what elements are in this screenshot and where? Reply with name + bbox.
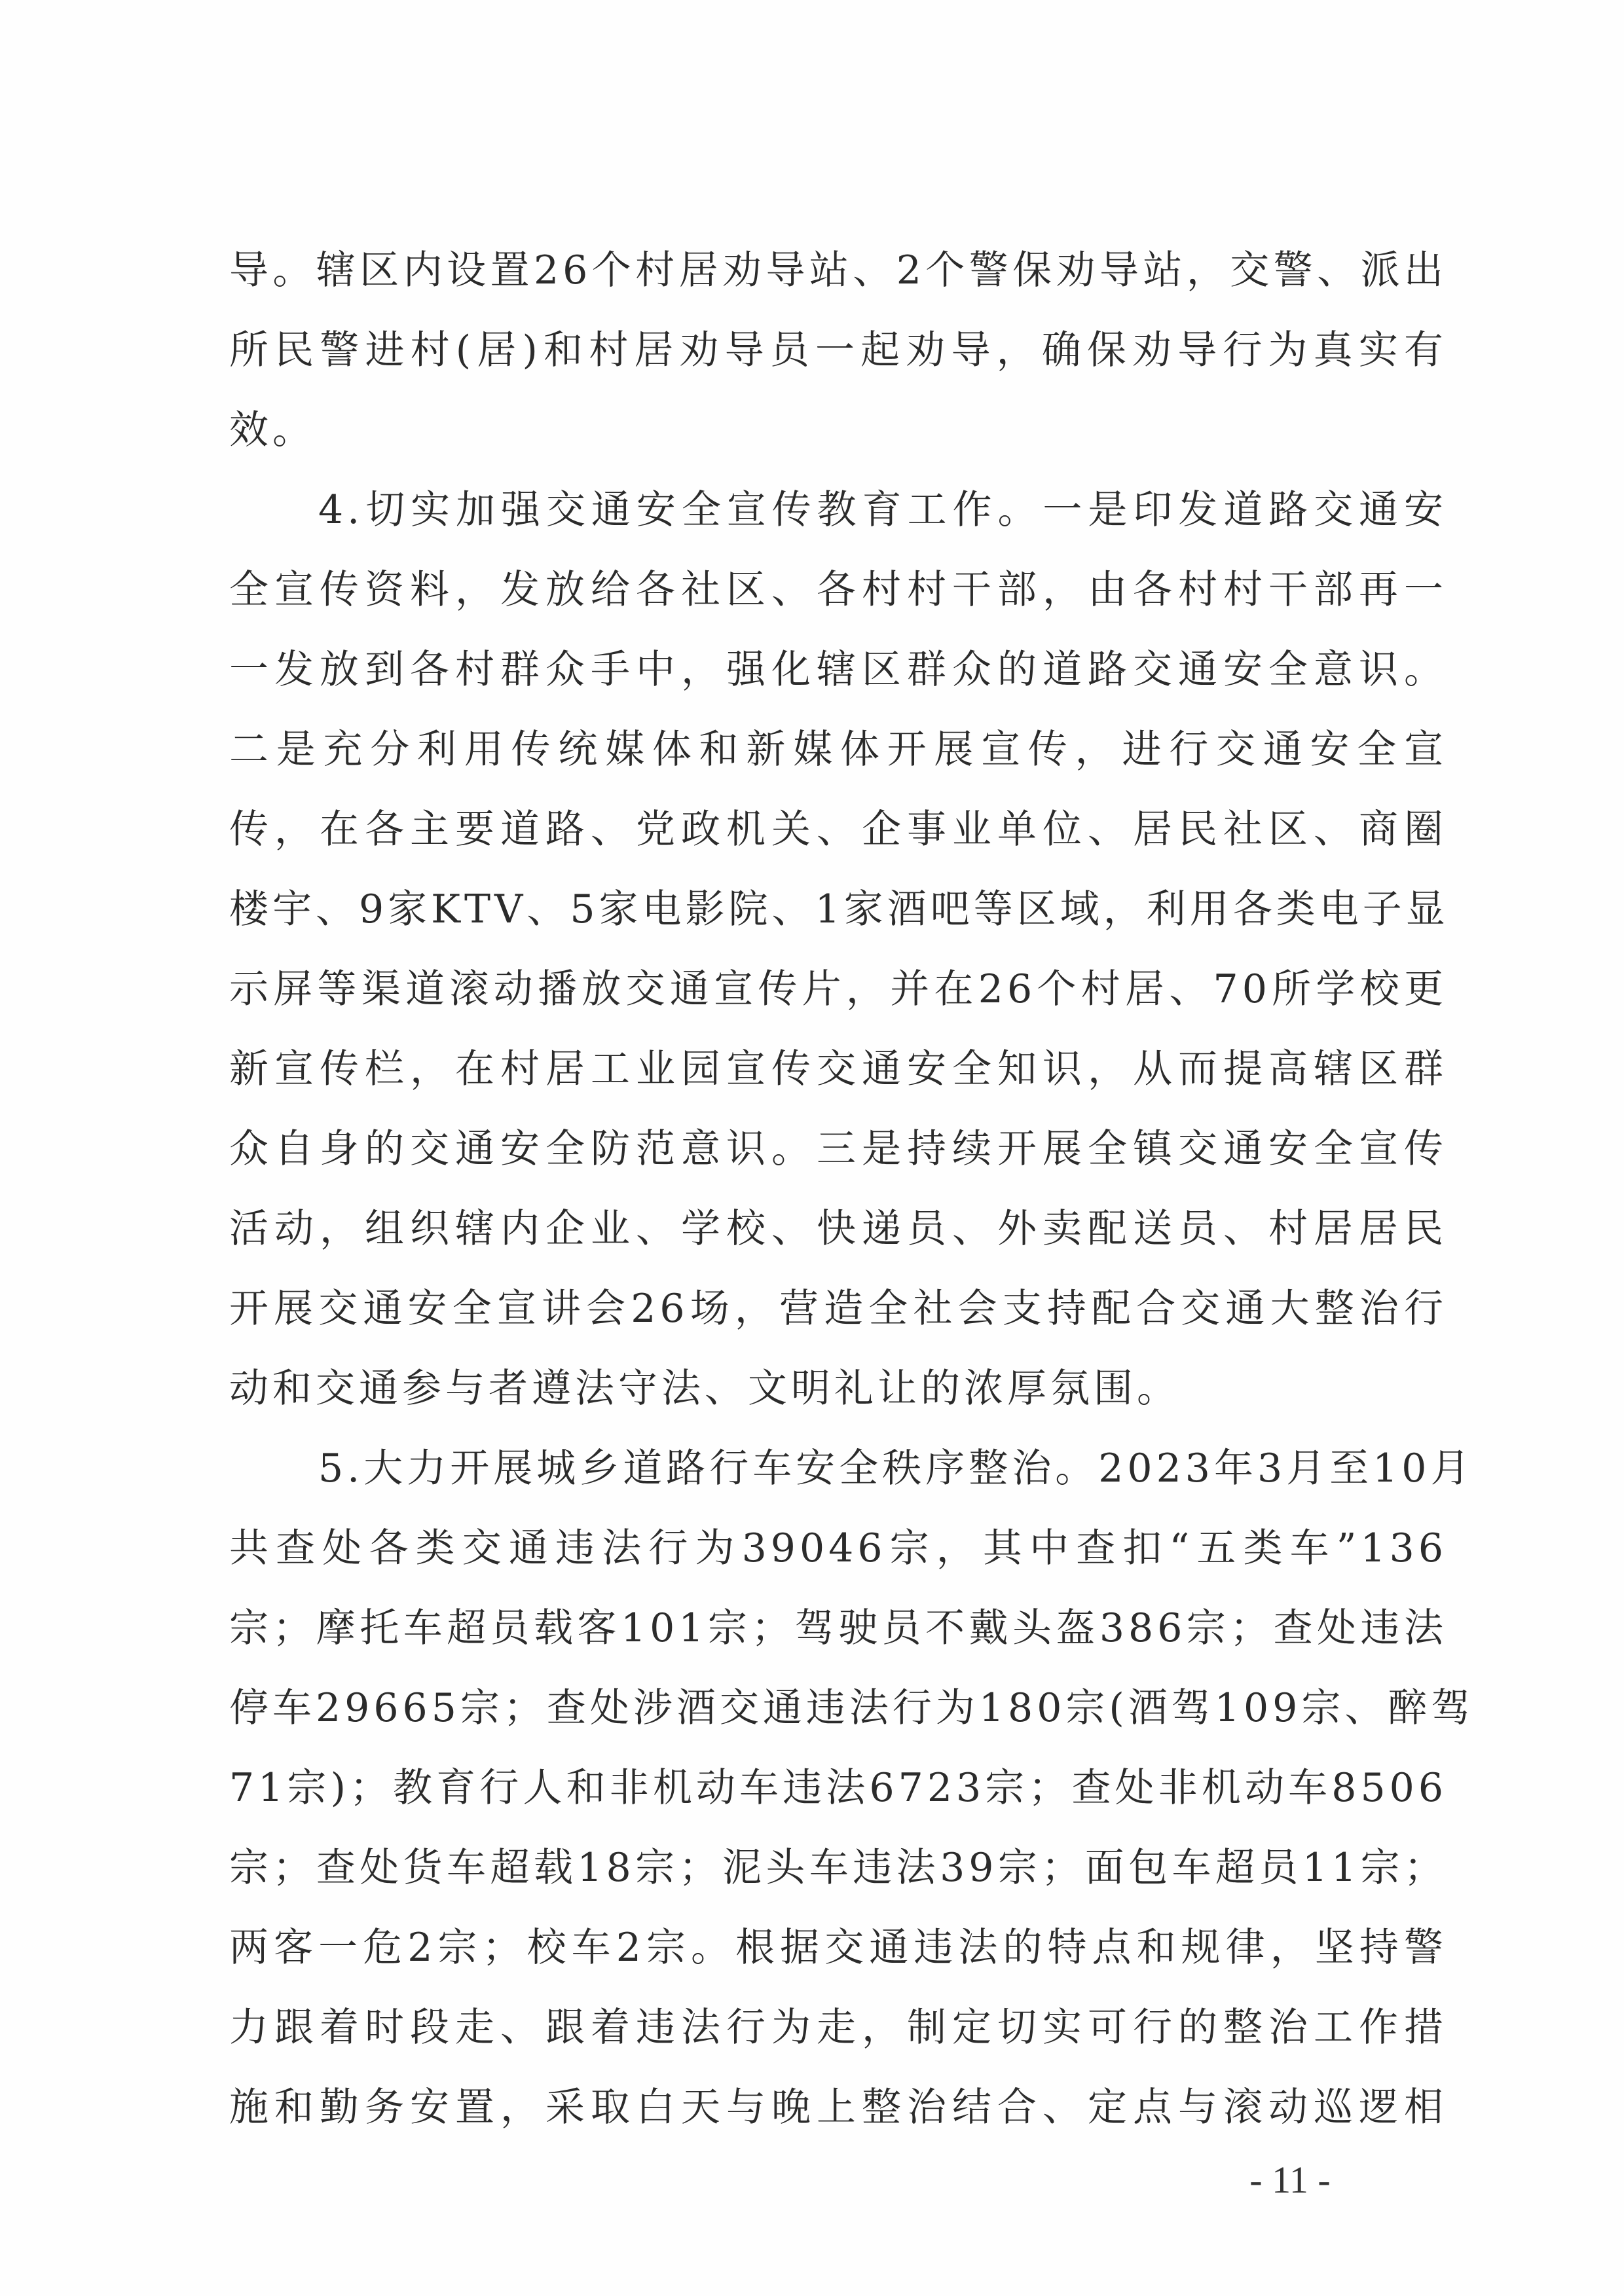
text-line: 两客一危2宗；校车2宗。根据交通违法的特点和规律，坚持警 <box>229 1925 1447 1971</box>
text-line: 所民警进村(居)和村居劝导员一起劝导，确保劝导行为真实有 <box>229 327 1447 373</box>
paragraph-4-traffic-safety-publicity <box>229 470 1447 1429</box>
body-text <box>229 230 1475 2147</box>
paragraph-heading-line: 5.大力开展城乡道路行车安全秩序整治。2023年3月至10月 <box>318 1446 1474 1491</box>
text-line: 二是充分利用传统媒体和新媒体开展宣传，进行交通安全宣 <box>229 727 1447 773</box>
text-line: 动和交通参与者遵法守法、文明礼让的浓厚氛围。 <box>229 1366 1180 1412</box>
text-line: 新宣传栏，在村居工业园宣传交通安全知识，从而提高辖区群 <box>229 1046 1447 1092</box>
paragraph-3-continued <box>229 230 1447 470</box>
text-line: 导。辖区内设置26个村居劝导站、2个警保劝导站，交警、派出 <box>229 247 1447 293</box>
text-line: 宗；查处货车超载18宗；泥头车违法39宗；面包车超员11宗； <box>229 1845 1447 1891</box>
text-line: 开展交通安全宣讲会26场，营造全社会支持配合交通大整治行 <box>229 1286 1447 1332</box>
text-line: 示屏等渠道滚动播放交通宣传片，并在26个村居、70所学校更 <box>229 966 1447 1012</box>
text-line: 众自身的交通安全防范意识。三是持续开展全镇交通安全宣传 <box>229 1126 1447 1172</box>
paragraph-heading-line: 4.切实加强交通安全宣传教育工作。一是印发道路交通安 <box>318 487 1447 533</box>
text-line: 传，在各主要道路、党政机关、企事业单位、居民社区、商圈 <box>229 807 1447 852</box>
text-line: 楼宇、9家KTV、5家电影院、1家酒吧等区域，利用各类电子显 <box>229 886 1449 932</box>
text-line: 一发放到各村群众手中，强化辖区群众的道路交通安全意识。 <box>229 647 1447 693</box>
text-line: 共查处各类交通违法行为39046宗，其中查扣“五类车”136 <box>229 1525 1447 1571</box>
text-line: 力跟着时段走、跟着违法行为走，制定切实可行的整治工作措 <box>229 2005 1447 2050</box>
text-line: 施和勤务安置，采取白天与晚上整治结合、定点与滚动巡逻相 <box>229 2085 1447 2130</box>
text-line: 全宣传资料，发放给各社区、各村村干部，由各村村干部再一 <box>229 567 1447 613</box>
text-line: 停车29665宗；查处涉酒交通违法行为180宗(酒驾109宗、醉驾 <box>229 1685 1475 1731</box>
text-line: 效。 <box>229 407 316 453</box>
paragraph-5-road-order-rectification <box>229 1429 1475 2147</box>
text-line: 71宗)；教育行人和非机动车违法6723宗；查处非机动车8506 <box>229 1765 1447 1811</box>
text-line: 宗；摩托车超员载客101宗；驾驶员不戴头盔386宗；查处违法 <box>229 1605 1447 1651</box>
text-line: 活动，组织辖内企业、学校、快递员、外卖配送员、村居居民 <box>229 1206 1447 1252</box>
page-number: - 11 - <box>1249 2159 1331 2201</box>
